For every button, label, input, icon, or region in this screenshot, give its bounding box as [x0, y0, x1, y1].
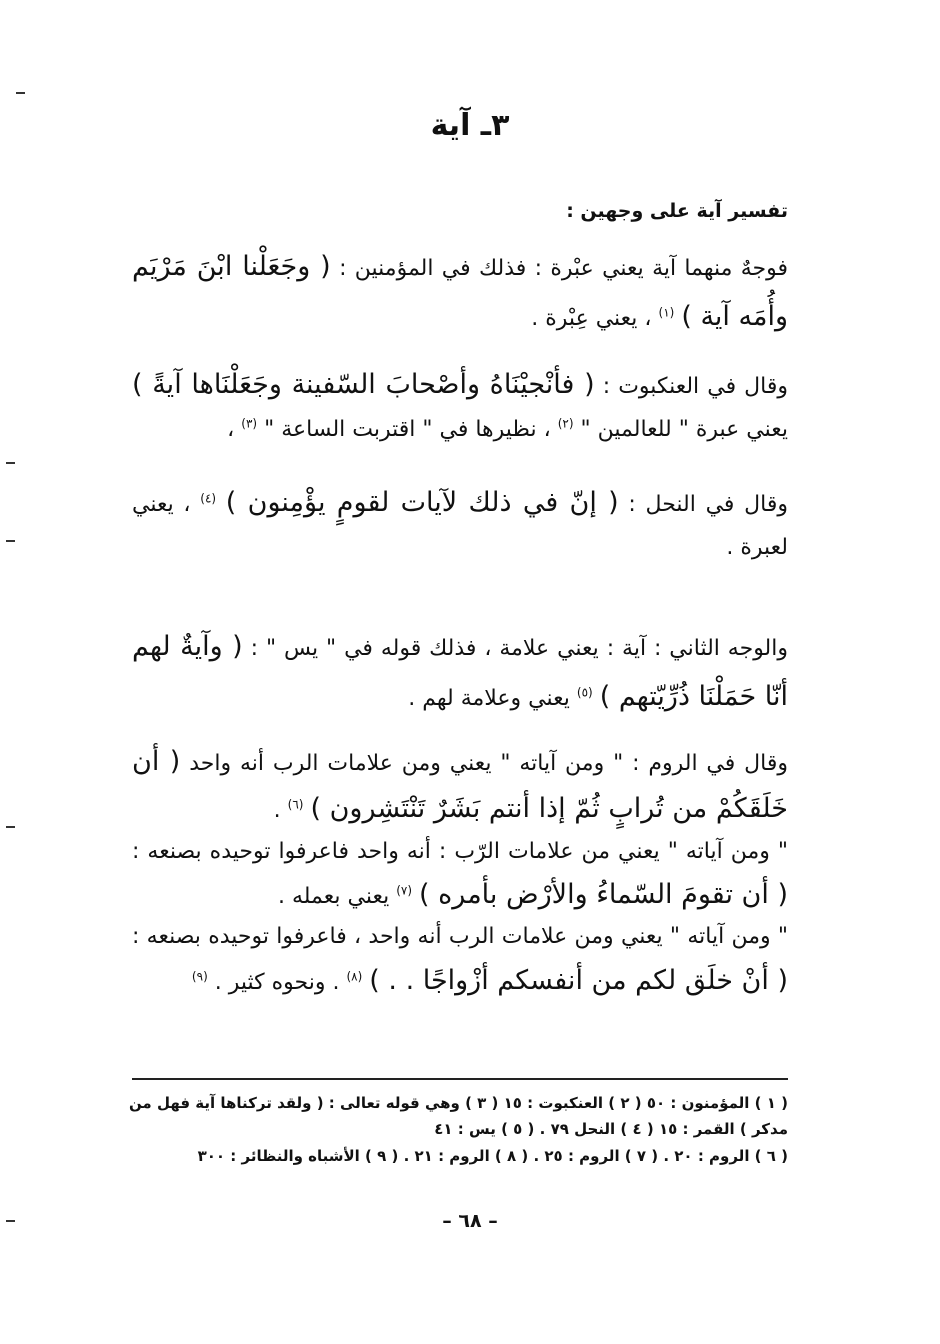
text: يعني عبرة " للعالمين ": [580, 416, 788, 442]
text: وقال في الروم : " ومن آياته " يعني ومن علامات الرب أنه واحد: [189, 751, 788, 776]
quran-quote: ( وجَعَلْنا ابْنَ مَرْيَم وأُمَه آية ): [132, 251, 788, 332]
page-number: – ٦٨ –: [442, 1210, 498, 1232]
text: . ونحوه كثير .: [214, 969, 340, 995]
scan-mark: [6, 540, 15, 542]
text: وقال في النحل :: [628, 492, 788, 517]
paragraph-second-meaning: [132, 622, 788, 722]
footnote-line: ( ٦ ) الروم : ٢٠ . ( ٧ ) الروم : ٢٥ . ( ٨ ) الروم : ٢١ . ( ٩ ) الأشباه والنظائر : ٣٠٠: [197, 1146, 788, 1165]
chapter-title: ٣ـ آية: [430, 108, 510, 143]
footnote-marker: (٧): [396, 883, 413, 898]
text: وقال في العنكبوت :: [602, 374, 788, 399]
footnote-line: مدكر ) القمر : ١٥ ( ٤ ) النحل ٧٩ . ( ٥ ) يس : ٤١: [434, 1120, 788, 1139]
paragraph-first-meaning: [132, 242, 788, 342]
footnote-marker: (٢): [557, 416, 574, 431]
section-heading: تفسير آية على وجهين :: [566, 200, 788, 222]
paragraph-rum: [132, 738, 788, 1004]
footnote-marker: (٩): [191, 969, 208, 984]
quran-quote: ( وآيةٌ لهم أنّا حَمَلْنَا ذُرِّيّتهم ): [132, 631, 788, 712]
quran-quote: ( إنّ في ذلك لآيات لقومٍ يؤْمِنون ): [225, 487, 619, 518]
scan-mark: [6, 826, 15, 828]
quran-quote: ( أنْ خلَق لكم من أنفسكم أزْواجًا . . ): [369, 964, 788, 996]
footnote-marker: (٣): [241, 416, 258, 431]
text: والوجه الثاني : آية : يعني علامة ، فذلك قوله في " يس " :: [250, 636, 788, 661]
footnote-marker: (٦): [287, 797, 304, 812]
footnote-marker: (٥): [576, 685, 593, 700]
footnote-marker: (١): [658, 305, 675, 320]
scan-mark: [16, 92, 25, 94]
text: يعني بعمله .: [277, 884, 390, 909]
text: " ومن آياته " يعني ومن علامات الرب أنه واحد ، فاعرفوا توحيده بصنعه :: [132, 924, 788, 950]
quran-quote: ( أن خَلَقَكُمْ من تُرابٍ ثُمّ إذا أنتم بَشَرٌ تَنْتَشِرون ): [132, 746, 788, 825]
quran-quote: ( أن تقومَ السّماءُ والأرْض بأمره ): [419, 879, 788, 910]
footnote-marker: (٤): [200, 491, 217, 506]
paragraph-ankabut: [132, 360, 788, 451]
text: ، نظيرها في " اقتربت الساعة ": [264, 416, 551, 442]
text: ، يعني لعبرة .: [132, 492, 788, 560]
quran-quote: ( فأنْجيْنَاهُ وأصْحابَ السّفينة وجَعَلْنَاها آيةً ): [132, 369, 595, 400]
footnote-line: ( ١ ) المؤمنون : ٥٠ ( ٢ ) العنكبوت : ١٥ ( ٣ ) وهي قوله تعالى : ( ولقد تركناها آية فهل من: [128, 1094, 788, 1112]
footnote-divider: [132, 1078, 788, 1080]
text: " ومن آياته " يعني من علامات الرّب : أنه واحد فاعرفوا توحيده بصنعه :: [132, 838, 788, 864]
text: ،: [227, 416, 235, 442]
text: يعني وعلامة لهم .: [408, 685, 570, 711]
text: .: [273, 798, 281, 824]
footnote-marker: (٨): [346, 969, 363, 984]
footnotes: [128, 1090, 788, 1169]
scan-mark: [6, 462, 15, 464]
text: فوجهٌ منهما آية يعني عبْرة : فذلك في المؤمنين :: [339, 256, 789, 281]
paragraph-nahl: [132, 478, 788, 569]
text: ، يعني عِبْرة .: [531, 305, 652, 331]
